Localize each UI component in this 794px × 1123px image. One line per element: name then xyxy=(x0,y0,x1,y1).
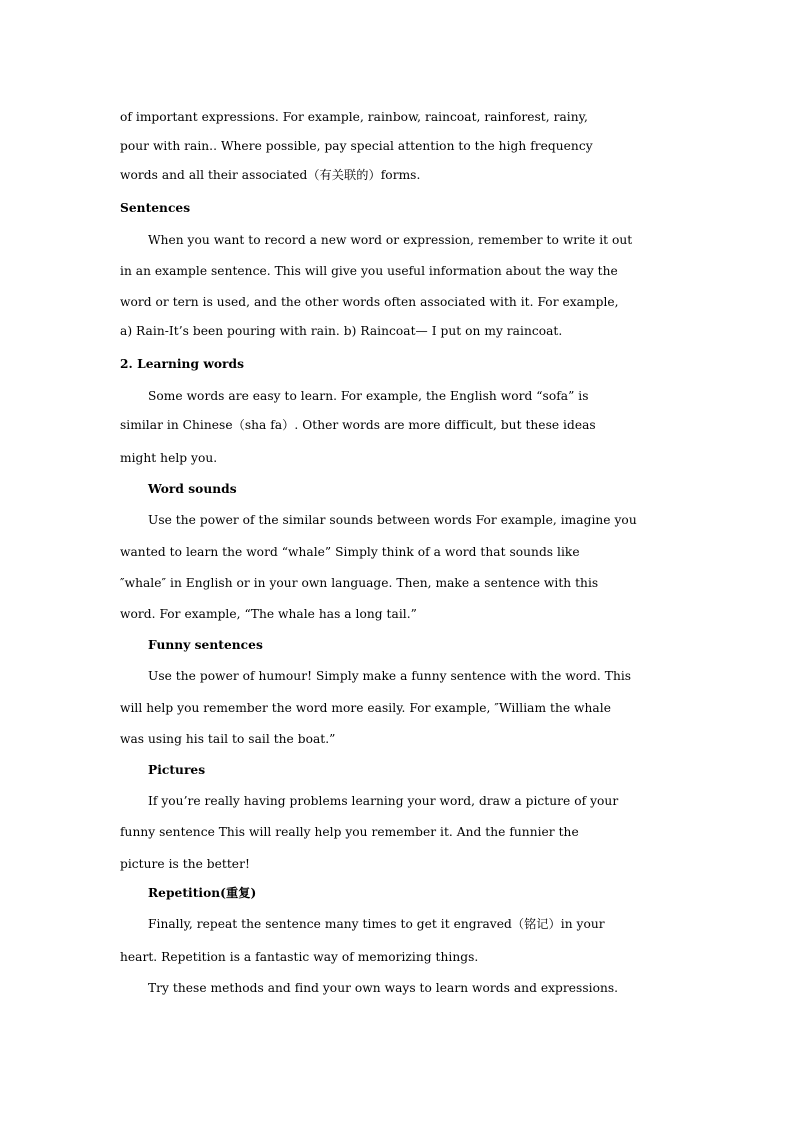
paragraph-line: wanted to learn the word “whale” Simply think of a word that sounds like xyxy=(120,545,580,559)
paragraph-line: Use the power of humour! Simply make a funny sentence with the word. This xyxy=(148,669,632,683)
paragraph-line: was using his tail to sail the boat.” xyxy=(120,732,336,746)
subsection-heading: Word sounds xyxy=(148,482,237,496)
paragraph-line: If you’re really having problems learning your word, draw a picture of your xyxy=(148,794,619,808)
paragraph-line: might help you. xyxy=(120,451,218,465)
subsection-heading: Repetition(重复) xyxy=(148,886,257,900)
subsection-heading: Pictures xyxy=(148,763,206,777)
paragraph-line: picture is the better! xyxy=(120,857,250,871)
paragraph-line: Use the power of the similar sounds between words For example, imagine you xyxy=(148,513,637,527)
paragraph-line: of important expressions. For example, rainbow, raincoat, rainforest, rainy, xyxy=(120,110,588,124)
paragraph-line: words and all their associated（有关联的）forms. xyxy=(120,168,421,182)
paragraph-line: word or tern is used, and the other words often associated with it. For example, xyxy=(120,295,619,309)
paragraph-line: in an example sentence. This will give you useful information about the way the xyxy=(120,264,618,278)
paragraph-line: Finally, repeat the sentence many times to get it engraved（铭记）in your xyxy=(148,917,605,931)
paragraph-line: funny sentence This will really help you remember it. And the funnier the xyxy=(120,825,579,839)
paragraph-line: ″whale″ in English or in your own language. Then, make a sentence with this xyxy=(120,576,599,590)
paragraph-line: Try these methods and find your own ways to learn words and expressions. xyxy=(148,981,619,995)
section-heading: 2. Learning words xyxy=(120,357,244,371)
paragraph-line: When you want to record a new word or expression, remember to write it out xyxy=(148,233,633,247)
subsection-heading: Funny sentences xyxy=(148,638,263,652)
paragraph-line: a) Rain-It’s been pouring with rain. b) Raincoat— I put on my raincoat. xyxy=(120,324,563,338)
paragraph-line: word. For example, “The whale has a long tail.” xyxy=(120,607,417,621)
paragraph-line: pour with rain.. Where possible, pay special attention to the high frequency xyxy=(120,139,593,153)
paragraph-line: heart. Repetition is a fantastic way of memorizing things. xyxy=(120,950,479,964)
paragraph-line: Some words are easy to learn. For example, the English word “sofa” is xyxy=(148,389,589,403)
paragraph-line: similar in Chinese（sha fa）. Other words are more difficult, but these ideas xyxy=(120,418,596,432)
paragraph-line: will help you remember the word more easily. For example, ″William the whale xyxy=(120,701,611,715)
section-heading: Sentences xyxy=(120,201,191,215)
